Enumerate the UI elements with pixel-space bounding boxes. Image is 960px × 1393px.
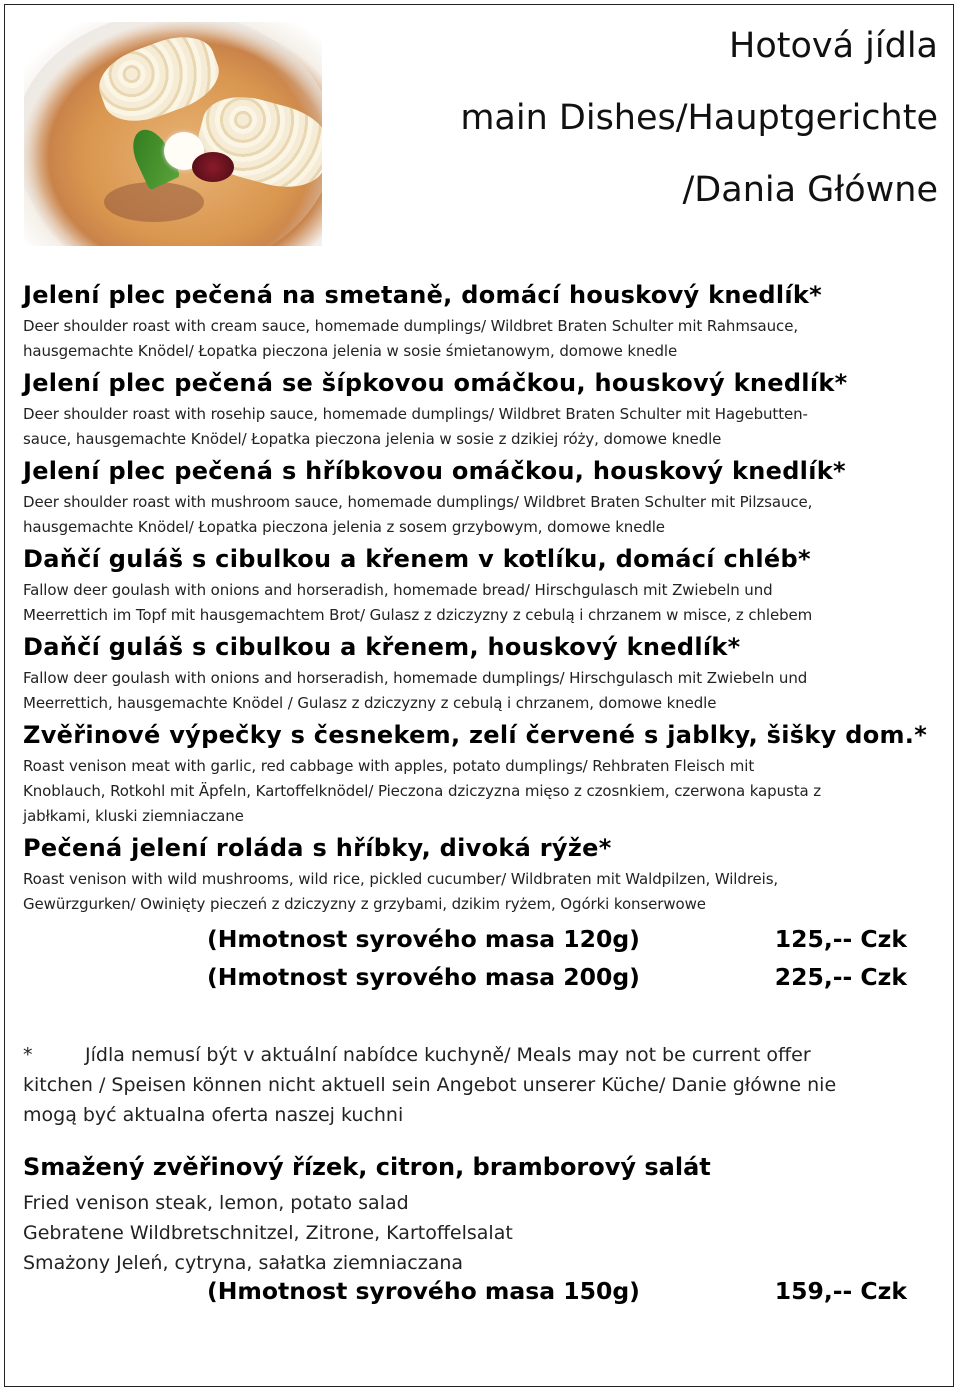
weight-label: (Hmotnost syrového masa 150g) [207,1277,640,1305]
dish-item [23,542,938,628]
price-row [207,925,907,963]
dish-item [23,454,938,540]
dish-description: Deer shoulder roast with mushroom sauce, homemade dumplings/ Wildbret Braten Schulter mit Pilzsauce, hausgemachte Knödel/ Łopatka pieczona jelenia z sosem grzybowym, domowe knedle [23,493,813,536]
note-asterisk: * [23,1044,33,1066]
fried-dish [23,1150,938,1278]
weight-label: (Hmotnost syrového masa 200g) [207,963,640,991]
page-title: Hotová jídla [729,26,938,66]
price-label: 159,-- Czk [774,1277,907,1305]
dish-name: Smažený zvěřinový řízek, citron, bramborový salát [23,1153,711,1181]
dish-item [23,831,938,917]
dish-description: Roast venison with wild mushrooms, wild rice, pickled cucumber/ Wildbraten mit Waldpilzen, Wildreis, Gewürzgurken/ Owinięty pieczeń z dziczyzny z grzybami, dzikim ryżem, Ogórki konserwowe [23,870,779,913]
dish-item [23,630,938,716]
dish-name: Daňčí guláš s cibulkou a křenem, houskový knedlík* [23,633,741,661]
price-row [207,963,907,1001]
dish-name: Jelení plec pečená na smetaně, domácí houskový knedlík* [23,281,822,309]
weight-label: (Hmotnost syrového masa 120g) [207,925,640,953]
dish-item [23,366,938,452]
dish-item [23,278,938,364]
dish-photo [24,22,322,246]
page-subtitle-en-de: main Dishes/Hauptgerichte [460,98,938,138]
availability-note: * Jídla nemusí být v aktuální nabídce kuchyně/ Meals may not be current offer kitchen / Speisen können nicht aktuell sein Angebot unserer Küche/ Danie główne nie mogą być aktualna oferta naszej kuchni [23,1040,923,1130]
price-row [207,1277,907,1315]
dish-name: Zvěřinové výpečky s česnekem, zelí červené s jablky, šišky dom.* [23,721,928,749]
price-label: 125,-- Czk [774,925,907,953]
dish-list [23,278,938,919]
dish-name: Pečená jelení roláda s hříbky, divoká rýže* [23,834,612,862]
dish-description: Fallow deer goulash with onions and horseradish, homemade dumplings/ Hirschgulasch mit Zwiebeln und Meerrettich, hausgemachte Knödel / Gulasz z dziczyzny z cebulą i chrzanem, domowe knedle [23,669,808,712]
dish-description: Fried venison steak, lemon, potato salad Gebratene Wildbretschnitzel, Zitrone, Kartoffelsalat Smażony Jeleń, cytryna, sałatka ziemniaczana [23,1192,513,1274]
dish-description: Roast venison meat with garlic, red cabbage with apples, potato dumplings/ Rehbraten Fleisch mit Knoblauch, Rotkohl mit Äpfeln, Kartoffelknödel/ Pieczona dziczyzna mięso z czosnkiem, czerwona kapusta z jabłkami, kluski ziemniaczane [23,757,822,825]
dish-description: Deer shoulder roast with cream sauce, homemade dumplings/ Wildbret Braten Schulter mit Rahmsauce, hausgemachte Knödel/ Łopatka pieczona jelenia w sosie śmietanowym, domowe knedle [23,317,798,360]
dish-name: Jelení plec pečená se šípkovou omáčkou, houskový knedlík* [23,369,848,397]
dish-item [23,718,938,829]
dish-name: Jelení plec pečená s hříbkovou omáčkou, houskový knedlík* [23,457,846,485]
dish-name: Daňčí guláš s cibulkou a křenem v kotlíku, domácí chléb* [23,545,811,573]
dish-description: Deer shoulder roast with rosehip sauce, homemade dumplings/ Wildbret Braten Schulter mit Hagebutten- sauce, hausgemachte Knödel/ Łopatka pieczona jelenia w sosie z dzikiej róży, domowe knedle [23,405,808,448]
page-subtitle-pl: /Dania Główne [682,170,938,210]
price-label: 225,-- Czk [774,963,907,991]
dish-description: Fallow deer goulash with onions and horseradish, homemade bread/ Hirschgulasch mit Zwiebeln und Meerrettich im Topf mit hausgemachtem Brot/ Gulasz z dziczyzny z cebulą i chrzanem w misce, z chlebem [23,581,813,624]
